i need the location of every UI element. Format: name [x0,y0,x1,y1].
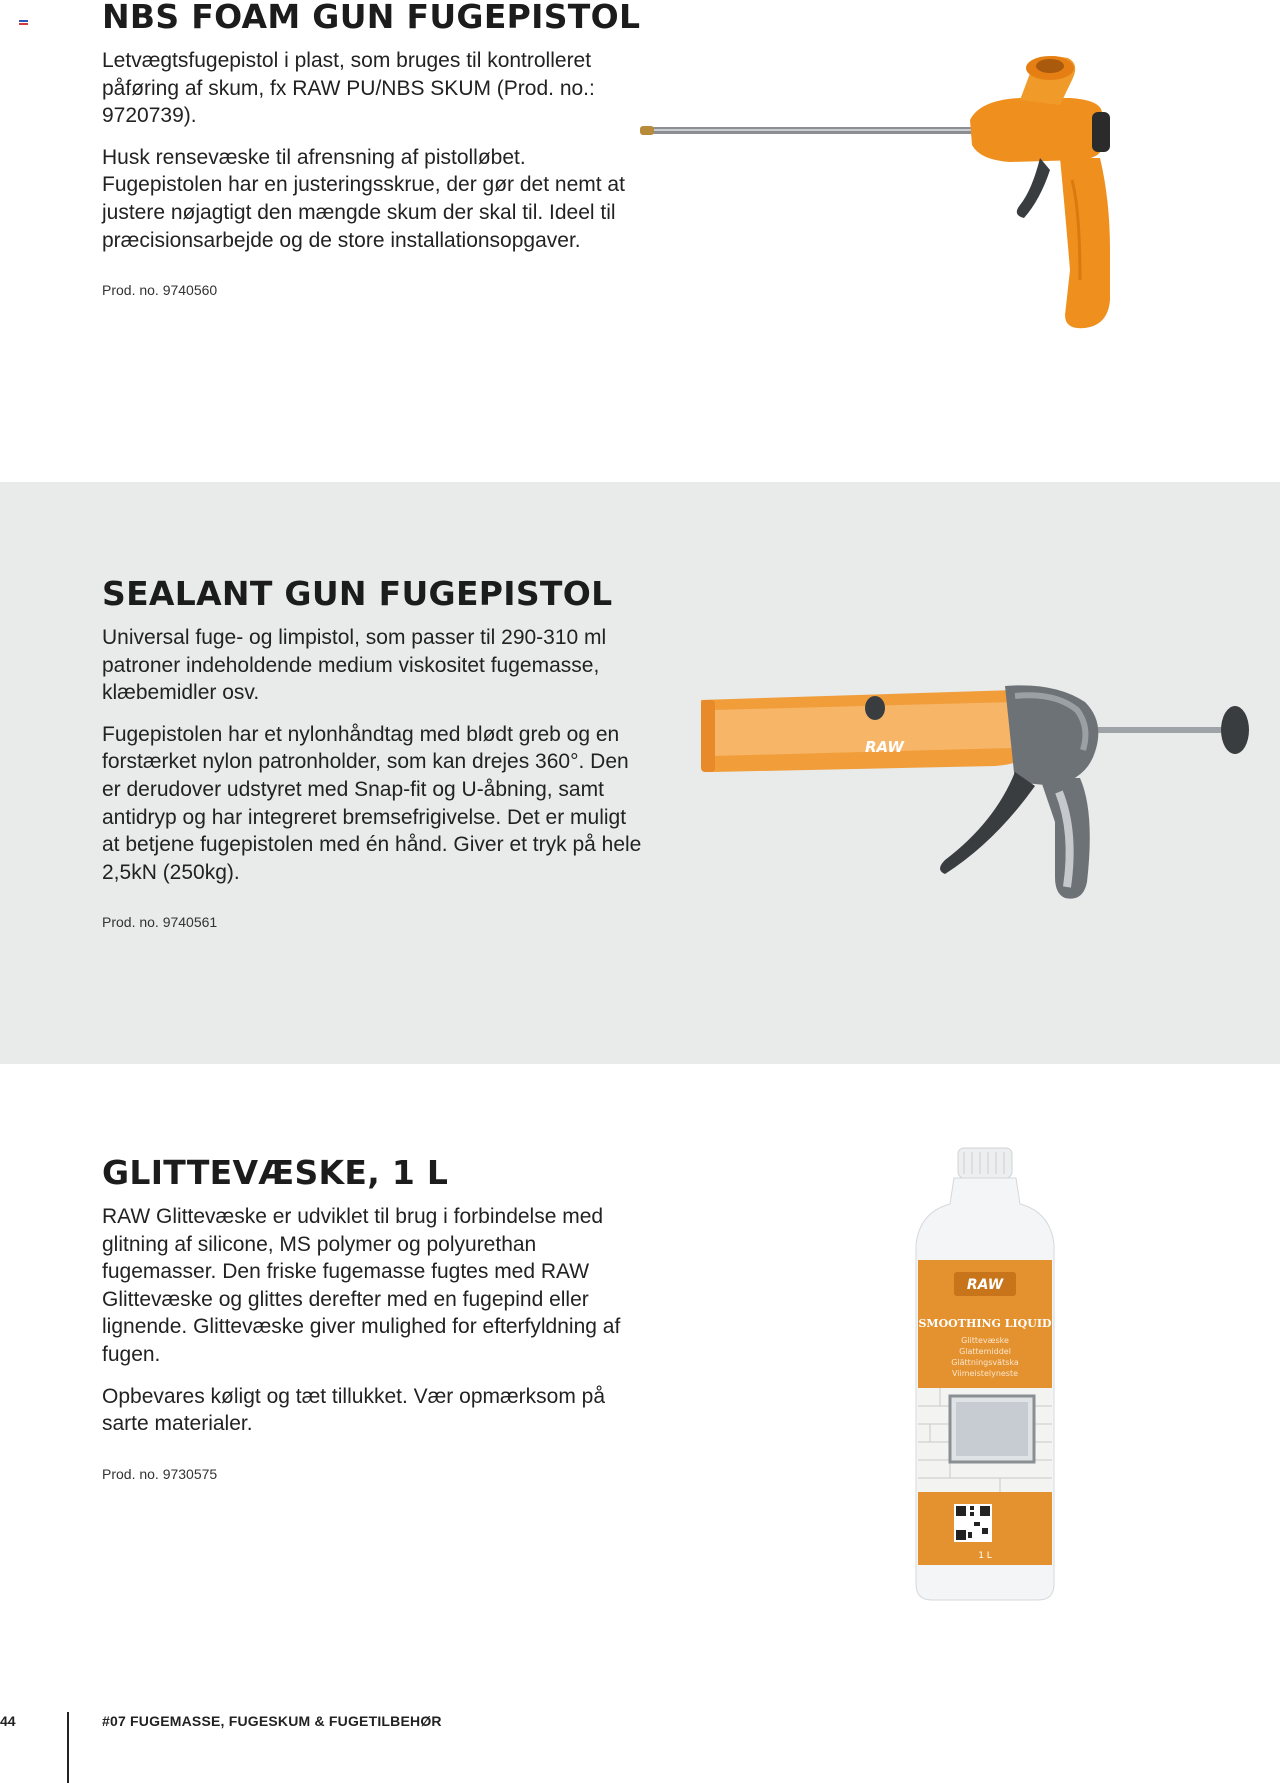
bottle-label-line: Viimeistelyneste [951,1369,1019,1378]
product-description: Letvægtsfugepistol i plast, som bruges til kontrolleret påføring af skum, fx RAW PU/NBS SKUM (Prod. no.: 9720739). [102,49,595,128]
product-number: Prod. no. 9740561 [102,914,218,931]
bottle-volume: 1 L [978,1551,992,1561]
product-section-smoothing-liquid [0,1064,1280,1694]
product-number: Prod. no. 9730575 [102,1465,218,1482]
sealant-gun-image [695,682,1255,912]
footer-divider [67,1712,69,1783]
section-label: #07 FUGEMASSE, FUGESKUM & FUGETILBEHØR [102,1713,442,1729]
bottle-image [910,1144,1060,1604]
product-title: SEALANT GUN FUGEPISTOL [102,574,613,613]
product-text-block [102,574,642,931]
product-description: Husk rensevæske til afrensning af pistolløbet. Fugepistolen har en justeringsskrue, der gør det nemt at justere nøjagtigt den mængde skum der skal til. Ideel til præcisionsarbejde og de store installationsopgaver. [102,145,625,252]
foam-gun-image [640,50,1200,330]
product-description: Fugepistolen har et nylonhåndtag med blødt greb og en forstærket nylon patronholder, som kan drejes 360°. Den er derudover udstyret med Snap-fit og U-åbning, samt antidryp og har integreret bremsefrigivelse. Det er muligt at betjene fugepistolen med én hånd. Giver et tryk på hele 2,5kN (250kg). [102,722,642,884]
product-description: RAW Glittevæske er udviklet til brug i forbindelse med glitning af silicone, MS polymer og polyurethan fugemasser. Den friske fugemasse fugtes med RAW Glittevæske og glittes derefter med en fugepind eller lignende. Glittevæske giver mulighed for efterfyldning af fugen. [102,1205,621,1366]
product-title: GLITTEVÆSKE, 1 L [102,1153,449,1192]
bottle-brand: RAW [966,1277,1004,1293]
bottle-label-line: Glittevæske [961,1336,1009,1345]
raw-logo: RAW [865,738,904,756]
product-section-foam-gun [0,0,1280,482]
product-text-block [102,0,642,298]
bottle-label-line: Glattemiddel [959,1347,1011,1356]
product-title: NBS FOAM GUN FUGEPISTOL [102,0,641,36]
product-text-block [102,1153,642,1482]
bottle-label-line: Glättningsvätska [951,1358,1019,1367]
product-section-sealant-gun [0,482,1280,1064]
page-footer [0,1700,1280,1783]
product-number: Prod. no. 9740560 [102,282,218,299]
page-number: 44 [0,1713,16,1729]
bottle-product-name: SMOOTHING LIQUID [918,1317,1052,1330]
product-description: Opbevares køligt og tæt tillukket. Vær opmærksom på sarte materialer. [102,1384,606,1436]
product-description: Universal fuge- og limpistol, som passer til 290-310 ml patroner indeholdende medium viskositet fugemasse, klæbemidler osv. [102,626,607,705]
